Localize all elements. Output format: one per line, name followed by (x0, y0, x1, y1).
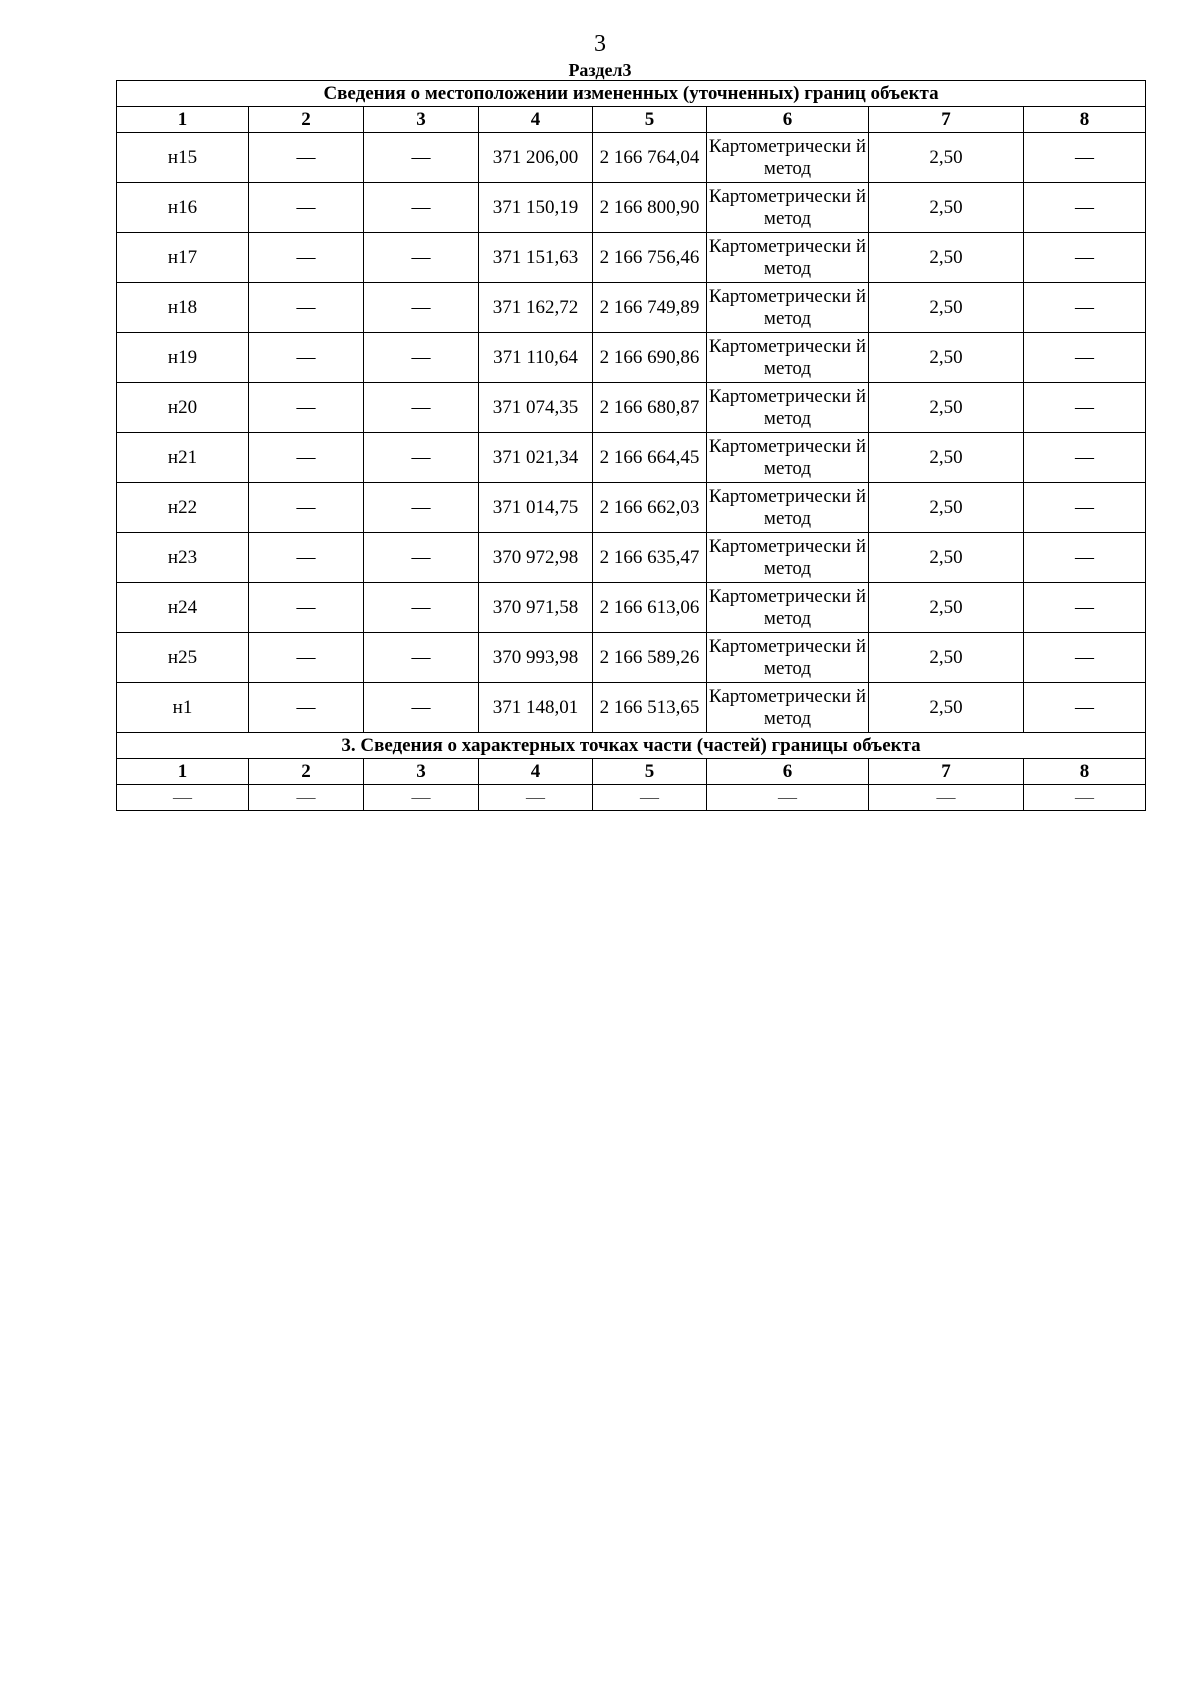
y-coordinate-cell: 2 166 613,06 (593, 583, 707, 633)
point-cell: н16 (117, 183, 249, 233)
parts-empty-cell: — (364, 785, 479, 811)
x-coordinate-cell: 371 206,00 (479, 133, 593, 183)
y-coordinate-cell: 2 166 764,04 (593, 133, 707, 183)
table-row (117, 433, 1146, 483)
y-coordinate-cell: 2 166 513,65 (593, 683, 707, 733)
parts-empty-cell: — (479, 785, 593, 811)
y-coordinate-cell: 2 166 749,89 (593, 283, 707, 333)
accuracy-cell: 2,50 (869, 133, 1024, 183)
column-number-header: 6 (707, 759, 869, 785)
column-8-cell: — (1024, 583, 1146, 633)
parts-empty-cell: — (593, 785, 707, 811)
column-3-cell: — (364, 383, 479, 433)
column-2-cell: — (249, 383, 364, 433)
column-8-cell: — (1024, 433, 1146, 483)
parts-banner: 3. Сведения о характерных точках части (частей) границы объекта (117, 733, 1146, 759)
column-2-cell: — (249, 333, 364, 383)
column-3-cell: — (364, 133, 479, 183)
accuracy-cell: 2,50 (869, 683, 1024, 733)
column-2-cell: — (249, 483, 364, 533)
accuracy-cell: 2,50 (869, 533, 1024, 583)
column-2-cell: — (249, 283, 364, 333)
accuracy-cell: 2,50 (869, 583, 1024, 633)
column-number-header: 8 (1024, 107, 1146, 133)
method-cell: Картометрически й метод (707, 583, 869, 633)
table-row (117, 283, 1146, 333)
parts-empty-cell: — (869, 785, 1024, 811)
accuracy-cell: 2,50 (869, 433, 1024, 483)
column-2-cell: — (249, 533, 364, 583)
y-coordinate-cell: 2 166 635,47 (593, 533, 707, 583)
column-number-header: 3 (364, 107, 479, 133)
table-row (117, 583, 1146, 633)
table-body (117, 81, 1146, 811)
column-number-header: 1 (117, 107, 249, 133)
boundary-coordinates-table (116, 80, 1146, 811)
y-coordinate-cell: 2 166 662,03 (593, 483, 707, 533)
method-cell: Картометрически й метод (707, 433, 869, 483)
method-cell: Картометрически й метод (707, 633, 869, 683)
column-2-cell: — (249, 233, 364, 283)
column-2-cell: — (249, 683, 364, 733)
column-number-header: 4 (479, 759, 593, 785)
table-row (117, 383, 1146, 433)
column-2-cell: — (249, 633, 364, 683)
method-cell: Картометрически й метод (707, 533, 869, 583)
point-cell: н17 (117, 233, 249, 283)
method-cell: Картометрически й метод (707, 233, 869, 283)
column-number-header: 2 (249, 759, 364, 785)
column-8-cell: — (1024, 483, 1146, 533)
parts-banner-row (117, 733, 1146, 759)
accuracy-cell: 2,50 (869, 383, 1024, 433)
column-3-cell: — (364, 533, 479, 583)
y-coordinate-cell: 2 166 680,87 (593, 383, 707, 433)
parts-empty-cell: — (1024, 785, 1146, 811)
column-3-cell: — (364, 333, 479, 383)
y-coordinate-cell: 2 166 800,90 (593, 183, 707, 233)
y-coordinate-cell: 2 166 664,45 (593, 433, 707, 483)
column-number-header-row (117, 107, 1146, 133)
column-8-cell: — (1024, 283, 1146, 333)
point-cell: н18 (117, 283, 249, 333)
point-cell: н20 (117, 383, 249, 433)
column-8-cell: — (1024, 233, 1146, 283)
x-coordinate-cell: 371 014,75 (479, 483, 593, 533)
column-2-cell: — (249, 183, 364, 233)
accuracy-cell: 2,50 (869, 633, 1024, 683)
x-coordinate-cell: 371 021,34 (479, 433, 593, 483)
table-row (117, 233, 1146, 283)
column-3-cell: — (364, 233, 479, 283)
accuracy-cell: 2,50 (869, 333, 1024, 383)
column-number-header: 1 (117, 759, 249, 785)
method-cell: Картометрически й метод (707, 383, 869, 433)
column-8-cell: — (1024, 633, 1146, 683)
column-number-header: 6 (707, 107, 869, 133)
x-coordinate-cell: 371 151,63 (479, 233, 593, 283)
point-cell: н23 (117, 533, 249, 583)
x-coordinate-cell: 371 074,35 (479, 383, 593, 433)
boundary-banner: Сведения о местоположении измененных (уточненных) границ объекта (117, 81, 1146, 107)
parts-empty-cell: — (249, 785, 364, 811)
accuracy-cell: 2,50 (869, 483, 1024, 533)
method-cell: Картометрически й метод (707, 183, 869, 233)
point-cell: н24 (117, 583, 249, 633)
column-2-cell: — (249, 583, 364, 633)
column-8-cell: — (1024, 683, 1146, 733)
y-coordinate-cell: 2 166 756,46 (593, 233, 707, 283)
y-coordinate-cell: 2 166 690,86 (593, 333, 707, 383)
x-coordinate-cell: 370 993,98 (479, 633, 593, 683)
table-row (117, 133, 1146, 183)
y-coordinate-cell: 2 166 589,26 (593, 633, 707, 683)
column-8-cell: — (1024, 333, 1146, 383)
table-row (117, 683, 1146, 733)
table-row (117, 333, 1146, 383)
method-cell: Картометрически й метод (707, 283, 869, 333)
table-row (117, 483, 1146, 533)
column-8-cell: — (1024, 183, 1146, 233)
point-cell: н1 (117, 683, 249, 733)
column-number-header: 8 (1024, 759, 1146, 785)
x-coordinate-cell: 371 162,72 (479, 283, 593, 333)
column-8-cell: — (1024, 383, 1146, 433)
x-coordinate-cell: 370 971,58 (479, 583, 593, 633)
point-cell: н19 (117, 333, 249, 383)
method-cell: Картометрически й метод (707, 483, 869, 533)
column-number-header: 5 (593, 107, 707, 133)
column-2-cell: — (249, 433, 364, 483)
column-3-cell: — (364, 433, 479, 483)
section-title: Раздел3 (568, 60, 632, 80)
point-cell: н25 (117, 633, 249, 683)
column-3-cell: — (364, 583, 479, 633)
column-3-cell: — (364, 683, 479, 733)
column-2-cell: — (249, 133, 364, 183)
point-cell: н22 (117, 483, 249, 533)
parts-empty-cell: — (707, 785, 869, 811)
column-3-cell: — (364, 483, 479, 533)
accuracy-cell: 2,50 (869, 183, 1024, 233)
column-3-cell: — (364, 633, 479, 683)
accuracy-cell: 2,50 (869, 233, 1024, 283)
column-number-header: 7 (869, 759, 1024, 785)
parts-empty-row (117, 785, 1146, 811)
column-number-header: 2 (249, 107, 364, 133)
column-number-header: 5 (593, 759, 707, 785)
page-number: 3 (594, 31, 606, 57)
method-cell: Картометрически й метод (707, 683, 869, 733)
column-8-cell: — (1024, 533, 1146, 583)
table-row (117, 533, 1146, 583)
boundary-banner-row (117, 81, 1146, 107)
parts-column-number-header-row (117, 759, 1146, 785)
method-cell: Картометрически й метод (707, 133, 869, 183)
column-number-header: 4 (479, 107, 593, 133)
point-cell: н15 (117, 133, 249, 183)
x-coordinate-cell: 371 150,19 (479, 183, 593, 233)
column-3-cell: — (364, 283, 479, 333)
point-cell: н21 (117, 433, 249, 483)
column-number-header: 3 (364, 759, 479, 785)
method-cell: Картометрически й метод (707, 333, 869, 383)
table-row (117, 633, 1146, 683)
parts-empty-cell: — (117, 785, 249, 811)
x-coordinate-cell: 371 110,64 (479, 333, 593, 383)
column-3-cell: — (364, 183, 479, 233)
accuracy-cell: 2,50 (869, 283, 1024, 333)
x-coordinate-cell: 370 972,98 (479, 533, 593, 583)
column-number-header: 7 (869, 107, 1024, 133)
table-row (117, 183, 1146, 233)
x-coordinate-cell: 371 148,01 (479, 683, 593, 733)
column-8-cell: — (1024, 133, 1146, 183)
